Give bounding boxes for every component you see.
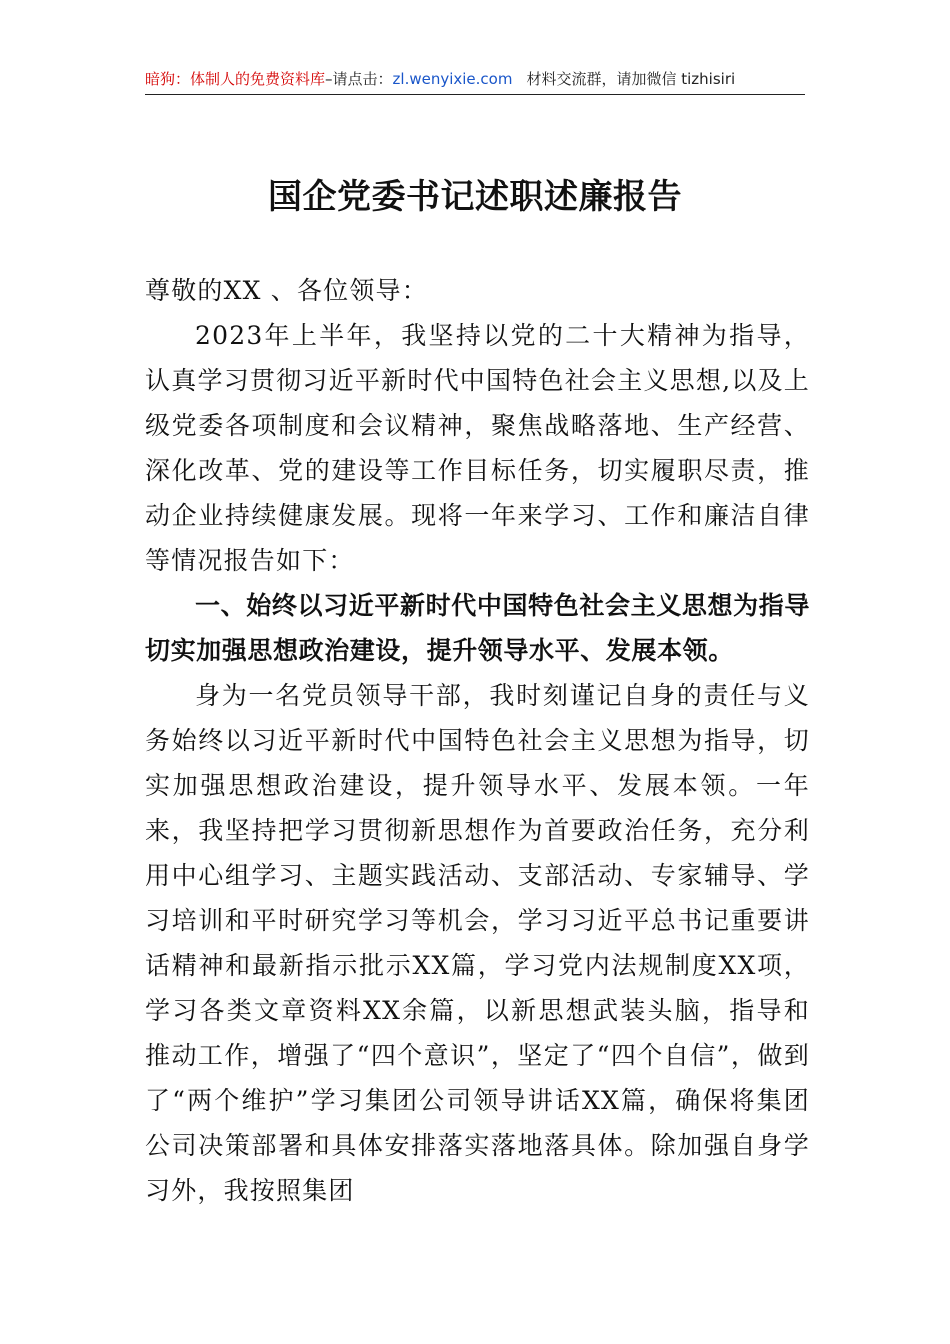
page-header <box>145 66 805 95</box>
header-brand: 暗狗：体制人的免费资料库 <box>145 70 326 88</box>
document-body <box>145 268 810 1213</box>
header-group-text: 材料交流群，请加微信 tizhisiri <box>526 70 736 88</box>
section-heading: 一、始终以习近平新时代中国特色社会主义思想为指导切实加强思想政治建设，提升领导水平、发展本领。 <box>145 591 810 665</box>
salutation: 尊敬的XX 、各位领导： <box>145 276 428 305</box>
header-click-prefix: –请点击： <box>325 70 393 88</box>
document-title: 国企党委书记述职述廉报告 <box>268 177 682 217</box>
header-url-link[interactable]: zl.wenyixie.com <box>392 70 513 88</box>
intro-paragraph: 2023年上半年，我坚持以党的二十大精神为指导，认真学习贯彻习近平新时代中国特色社会主义思想,以及上级党委各项制度和会议精神，聚焦战略落地、生产经营、深化改革、党的建设等工作目标任务，切实履职尽责，推动企业持续健康发展。现将一年来学习、工作和廉洁自律等情况报告如下： <box>145 321 810 575</box>
section-paragraph: 身为一名党员领导干部，我时刻谨记自身的责任与义务始终以习近平新时代中国特色社会主义思想为指导，切实加强思想政治建设，提升领导水平、发展本领。一年来，我坚持把学习贯彻新思想作为首要政治任务，充分利用中心组学习、主题实践活动、支部活动、专家辅导、学习培训和平时研究学习等机会，学习习近平总书记重要讲话精神和最新指示批示XX篇，学习党内法规制度XX项，学习各类文章资料XX余篇，以新思想武装头脑，指导和推动工作，增强了“四个意识”，坚定了“四个自信”，做到了“两个维护”学习集团公司领导讲话XX篇，确保将集团公司决策部署和具体安排落实落地落具体。除加强自身学习外，我按照集团 <box>145 681 810 1205</box>
